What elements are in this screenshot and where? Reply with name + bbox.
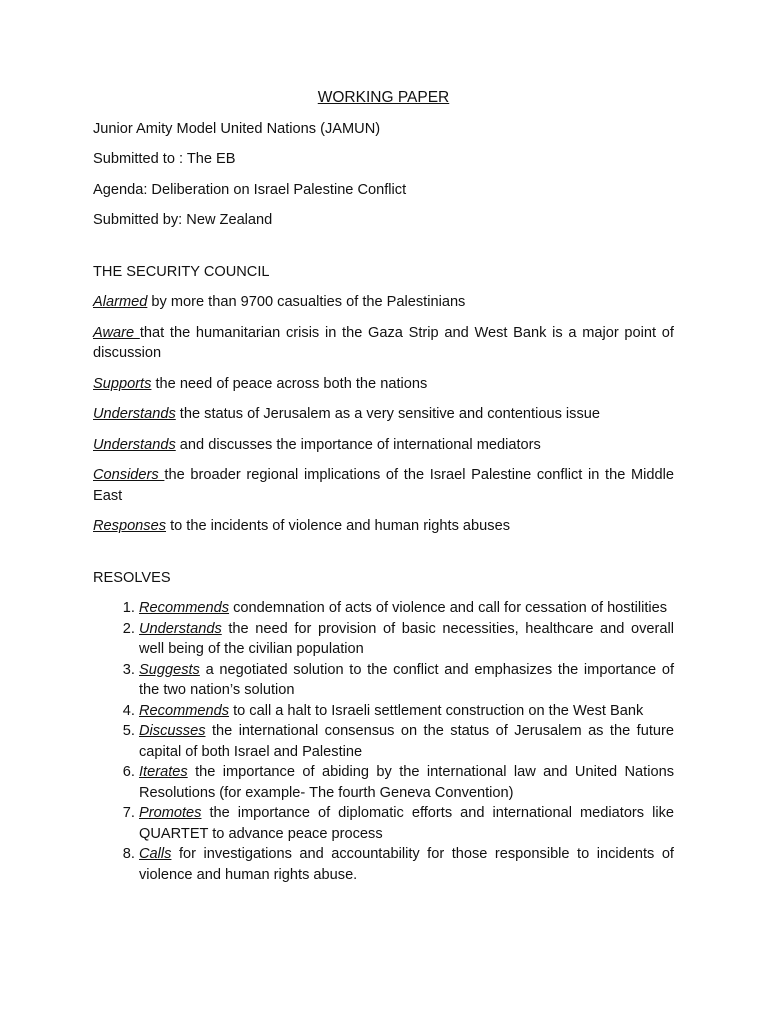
preamble-clause <box>93 435 674 456</box>
clause-text: the importance of diplomatic efforts and international mediators like QUARTET to advance peace process <box>139 805 674 842</box>
security-council-heading: THE SECURITY COUNCIL <box>93 263 270 280</box>
spacer <box>93 547 674 568</box>
clause-keyword: Suggests <box>139 661 200 678</box>
list-item <box>139 803 674 844</box>
clause-keyword: Aware <box>93 324 140 341</box>
clause-keyword: Understands <box>93 406 176 422</box>
clause-text: a negotiated solution to the conflict and emphasizes the importance of the two nation’s solution <box>139 661 674 698</box>
document-title: WORKING PAPER <box>317 89 450 106</box>
list-item <box>139 619 674 660</box>
clause-text: the international consensus on the status of Jerusalem as the future capital of both Israel and Palestine <box>139 723 674 760</box>
clause-keyword: Considers <box>93 467 165 483</box>
list-item <box>139 660 674 701</box>
list-item <box>139 598 674 619</box>
preamble-clause <box>93 404 674 425</box>
preamble-clause <box>93 374 674 395</box>
preamble-clause <box>93 292 674 313</box>
clause-text: the need of peace across both the nations <box>151 375 428 392</box>
clause-text: that the humanitarian crisis in the Gaza Strip and West Bank is a major point of discussion <box>93 324 674 361</box>
clause-keyword: Supports <box>93 375 152 392</box>
clause-keyword: Alarmed <box>93 294 148 310</box>
preamble-clause <box>93 516 674 537</box>
list-item <box>139 762 674 803</box>
clause-text: and discusses the importance of international mediators <box>175 436 541 453</box>
agenda-line: Agenda: Deliberation on Israel Palestine Conflict <box>93 181 407 198</box>
clause-keyword: Calls <box>139 846 172 862</box>
list-item <box>139 701 674 722</box>
clause-keyword: Recommends <box>139 702 230 719</box>
resolves-heading: RESOLVES <box>93 569 171 586</box>
clause-text: for investigations and accountability for those responsible to incidents of violence and human rights abuse. <box>139 846 674 883</box>
clause-keyword: Understands <box>139 620 222 637</box>
list-item <box>139 721 674 762</box>
submitted-to-line: Submitted to : The EB <box>93 151 236 167</box>
preamble-clause <box>93 465 674 506</box>
clause-keyword: Discusses <box>139 723 206 739</box>
submitted-by-line: Submitted by: New Zealand <box>93 212 273 228</box>
spacer <box>93 241 674 262</box>
clause-text: to call a halt to Israeli settlement construction on the West Bank <box>229 702 644 719</box>
clause-text: to the incidents of violence and human rights abuses <box>166 518 510 534</box>
committee-line: Junior Amity Model United Nations (JAMUN) <box>93 120 381 137</box>
clause-text: the importance of abiding by the international law and United Nations Resolutions (for example- The fourth Geneva Convention) <box>139 764 674 801</box>
clause-text: condemnation of acts of violence and call for cessation of hostilities <box>229 600 668 616</box>
clause-keyword: Recommends <box>139 600 230 616</box>
preamble-clause <box>93 323 674 364</box>
clause-keyword: Responses <box>93 518 167 534</box>
clause-text: by more than 9700 casualties of the Palestinians <box>147 294 466 310</box>
clause-text: the need for provision of basic necessities, healthcare and overall well being of the civilian population <box>139 620 674 657</box>
clause-text: the broader regional implications of the Israel Palestine conflict in the Middle East <box>93 467 675 504</box>
clause-text: the status of Jerusalem as a very sensitive and contentious issue <box>175 406 601 422</box>
list-item <box>139 844 674 885</box>
resolves-list <box>93 598 674 885</box>
clause-keyword: Iterates <box>139 764 188 780</box>
clause-keyword: Understands <box>93 436 176 453</box>
clause-keyword: Promotes <box>139 805 202 821</box>
